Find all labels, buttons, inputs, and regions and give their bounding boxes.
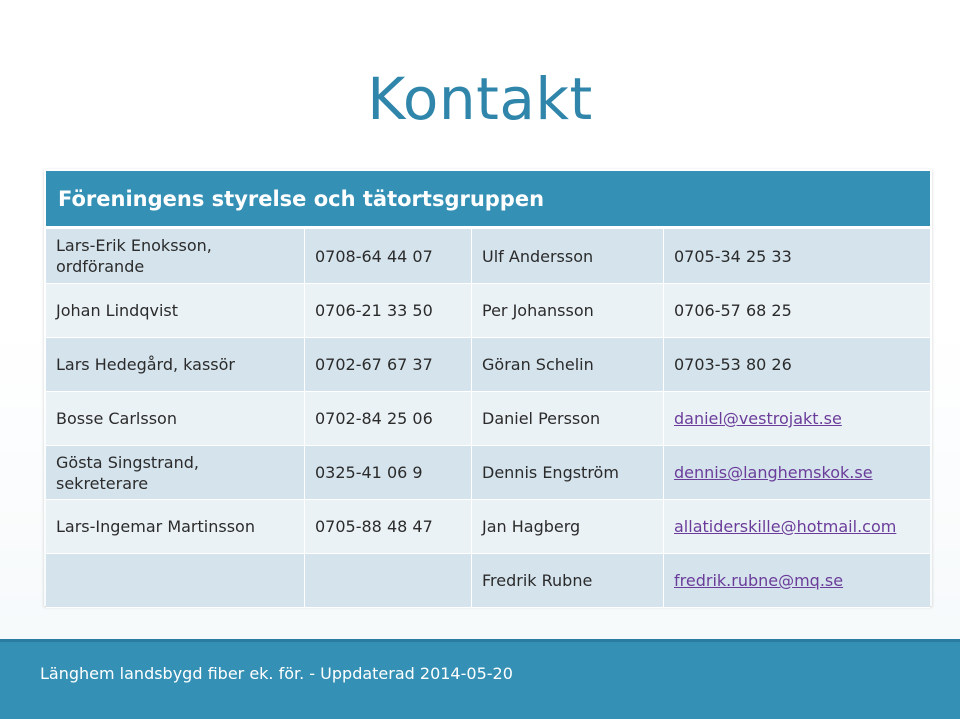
member-name: Göran Schelin <box>472 338 664 392</box>
email-link[interactable] <box>664 446 930 500</box>
member-name: Per Johansson <box>472 284 664 338</box>
member-name: Dennis Engström <box>472 446 664 500</box>
table-row <box>46 338 930 392</box>
member-phone: 0706-57 68 25 <box>664 284 930 338</box>
member-phone: 0705-88 48 47 <box>305 500 472 554</box>
member-phone: 0702-67 67 37 <box>305 338 472 392</box>
table-row <box>46 554 930 608</box>
contact-table <box>46 171 930 608</box>
email-link[interactable] <box>664 554 930 608</box>
email-link[interactable] <box>664 500 930 554</box>
member-phone: 0702-84 25 06 <box>305 392 472 446</box>
member-name: Daniel Persson <box>472 392 664 446</box>
email-link-text[interactable]: dennis@langhemskok.se <box>674 463 873 482</box>
member-name: Lars-Erik Enoksson, ordförande <box>46 229 305 284</box>
footer-text: Länghem landsbygd fiber ek. för. - Uppdaterad 2014-05-20 <box>40 664 513 683</box>
member-phone: 0706-21 33 50 <box>305 284 472 338</box>
member-phone: 0705-34 25 33 <box>664 229 930 284</box>
table-row <box>46 500 930 554</box>
table-header: Föreningens styrelse och tätortsgruppen <box>46 171 930 229</box>
member-name: Lars-Ingemar Martinsson <box>46 500 305 554</box>
member-name: Jan Hagberg <box>472 500 664 554</box>
table-header-row <box>46 171 930 229</box>
email-link-text[interactable]: allatiderskille@hotmail.com <box>674 517 897 536</box>
member-phone: 0325-41 06 9 <box>305 446 472 500</box>
member-name: Lars Hedegård, kassör <box>46 338 305 392</box>
member-phone: 0703-53 80 26 <box>664 338 930 392</box>
member-name: Gösta Singstrand, sekreterare <box>46 446 305 500</box>
member-name: Ulf Andersson <box>472 229 664 284</box>
email-link-text[interactable]: daniel@vestrojakt.se <box>674 409 842 428</box>
member-name: Bosse Carlsson <box>46 392 305 446</box>
member-name: Johan Lindqvist <box>46 284 305 338</box>
member-name: Fredrik Rubne <box>472 554 664 608</box>
member-phone <box>305 554 472 608</box>
email-link[interactable] <box>664 392 930 446</box>
table-row <box>46 229 930 284</box>
table-row <box>46 392 930 446</box>
table-row <box>46 446 930 500</box>
member-phone: 0708-64 44 07 <box>305 229 472 284</box>
page-title: Kontakt <box>367 65 593 133</box>
email-link-text[interactable]: fredrik.rubne@mq.se <box>674 571 844 590</box>
member-name <box>46 554 305 608</box>
table-row <box>46 284 930 338</box>
